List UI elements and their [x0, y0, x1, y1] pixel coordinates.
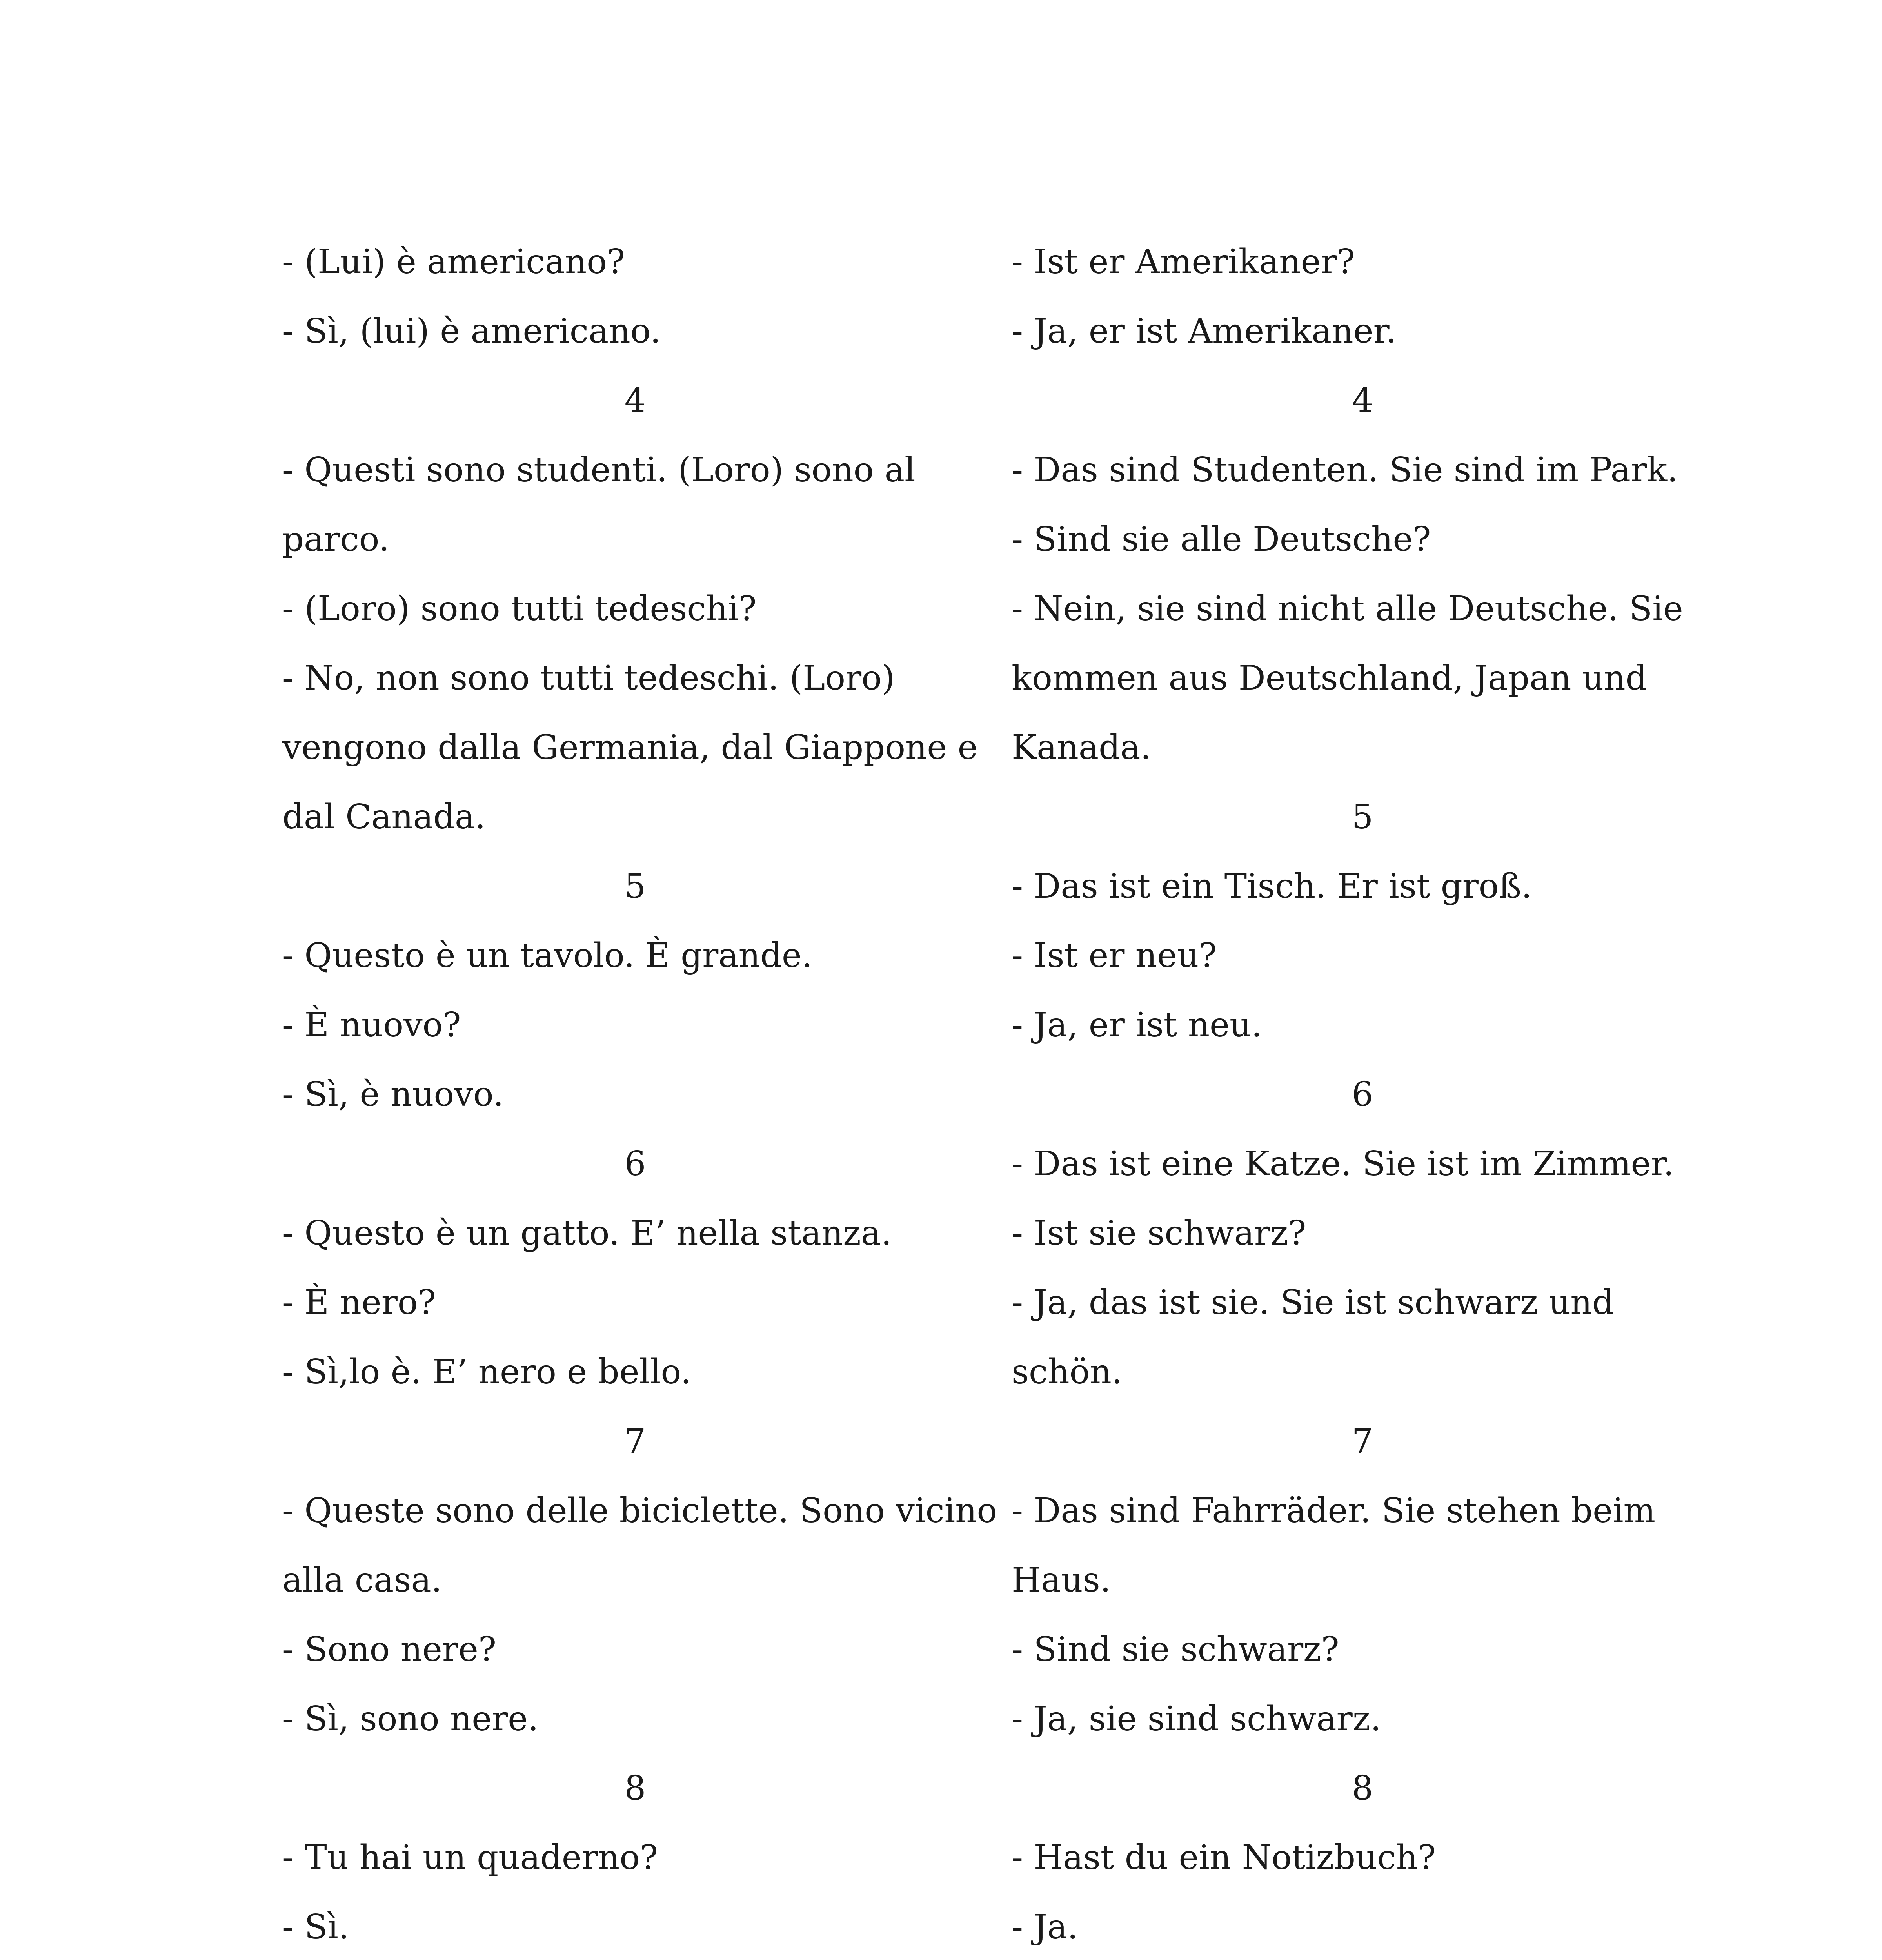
german-section-number: 8	[1352, 1769, 1373, 1808]
german-text-line: - Das sind Fahrräder. Sie stehen beim	[1012, 1491, 1656, 1530]
italian-text-line: - Questi sono studenti. (Loro) sono al	[282, 450, 916, 490]
italian-text-line: - Sì, è nuovo.	[282, 1075, 504, 1114]
italian-section-number: 6	[624, 1144, 646, 1183]
italian-text-line: - Sì, (lui) è americano.	[282, 312, 661, 351]
german-text-line: - Ja, er ist Amerikaner.	[1012, 312, 1397, 351]
german-text-column	[1012, 227, 1713, 1960]
german-text-line: schön.	[1012, 1352, 1123, 1392]
german-text-line: - Sind sie alle Deutsche?	[1012, 520, 1431, 559]
german-text-line: Kanada.	[1012, 728, 1151, 767]
german-text-line: - Hast du ein Notizbuch?	[1012, 1838, 1436, 1877]
italian-text-line: - È nuovo?	[282, 1005, 461, 1045]
italian-text-line: - Sì,lo è. E’ nero e bello.	[282, 1352, 692, 1392]
italian-text-line: vengono dalla Germania, dal Giappone e	[282, 728, 978, 767]
italian-text-line: alla casa.	[282, 1561, 442, 1600]
german-text-line: kommen aus Deutschland, Japan und	[1012, 659, 1647, 698]
italian-text-line: parco.	[282, 520, 390, 559]
german-section-number: 5	[1352, 797, 1373, 837]
italian-text-line: - Questo è un tavolo. È grande.	[282, 936, 813, 975]
italian-text-line: - (Lui) è americano?	[282, 242, 625, 281]
italian-text-line: - Queste sono delle biciclette. Sono vicino	[282, 1491, 997, 1530]
german-section-number: 4	[1352, 381, 1373, 420]
german-text-line: - Ja, er ist neu.	[1012, 1005, 1262, 1045]
italian-text-column	[282, 227, 997, 1960]
german-text-line: - Das ist eine Katze. Sie ist im Zimmer.	[1012, 1144, 1674, 1183]
german-text-line: - Ja.	[1012, 1907, 1078, 1947]
italian-text-line: - Questo è un gatto. E’ nella stanza.	[282, 1214, 892, 1253]
italian-text-line: - È nero?	[282, 1283, 436, 1322]
german-text-line: - Das ist ein Tisch. Er ist groß.	[1012, 867, 1532, 906]
german-text-line: - Ist er Amerikaner?	[1012, 242, 1355, 281]
german-text-line: - Ja, das ist sie. Sie ist schwarz und	[1012, 1283, 1614, 1322]
italian-text-line: - No, non sono tutti tedeschi. (Loro)	[282, 659, 895, 698]
italian-text-line: - Sì.	[282, 1907, 349, 1947]
german-text-line: - Das sind Studenten. Sie sind im Park.	[1012, 450, 1678, 490]
german-text-line: - Sind sie schwarz?	[1012, 1630, 1339, 1669]
german-text-line: - Ja, sie sind schwarz.	[1012, 1699, 1381, 1739]
german-section-number: 6	[1352, 1075, 1373, 1114]
german-text-line: - Nein, sie sind nicht alle Deutsche. Sie	[1012, 589, 1683, 628]
german-text-line: - Ist sie schwarz?	[1012, 1214, 1306, 1253]
italian-text-line: - Sono nere?	[282, 1630, 496, 1669]
italian-text-line: - (Loro) sono tutti tedeschi?	[282, 589, 757, 628]
italian-section-number: 5	[624, 867, 646, 906]
italian-section-number: 8	[624, 1769, 646, 1808]
german-section-number: 7	[1352, 1422, 1373, 1461]
italian-text-line: - Tu hai un quaderno?	[282, 1838, 658, 1877]
italian-text-line: - Sì, sono nere.	[282, 1699, 539, 1739]
german-text-line: Haus.	[1012, 1561, 1111, 1600]
italian-section-number: 7	[624, 1422, 646, 1461]
german-text-line: - Ist er neu?	[1012, 936, 1217, 975]
italian-section-number: 4	[624, 381, 646, 420]
italian-text-line: dal Canada.	[282, 797, 486, 837]
